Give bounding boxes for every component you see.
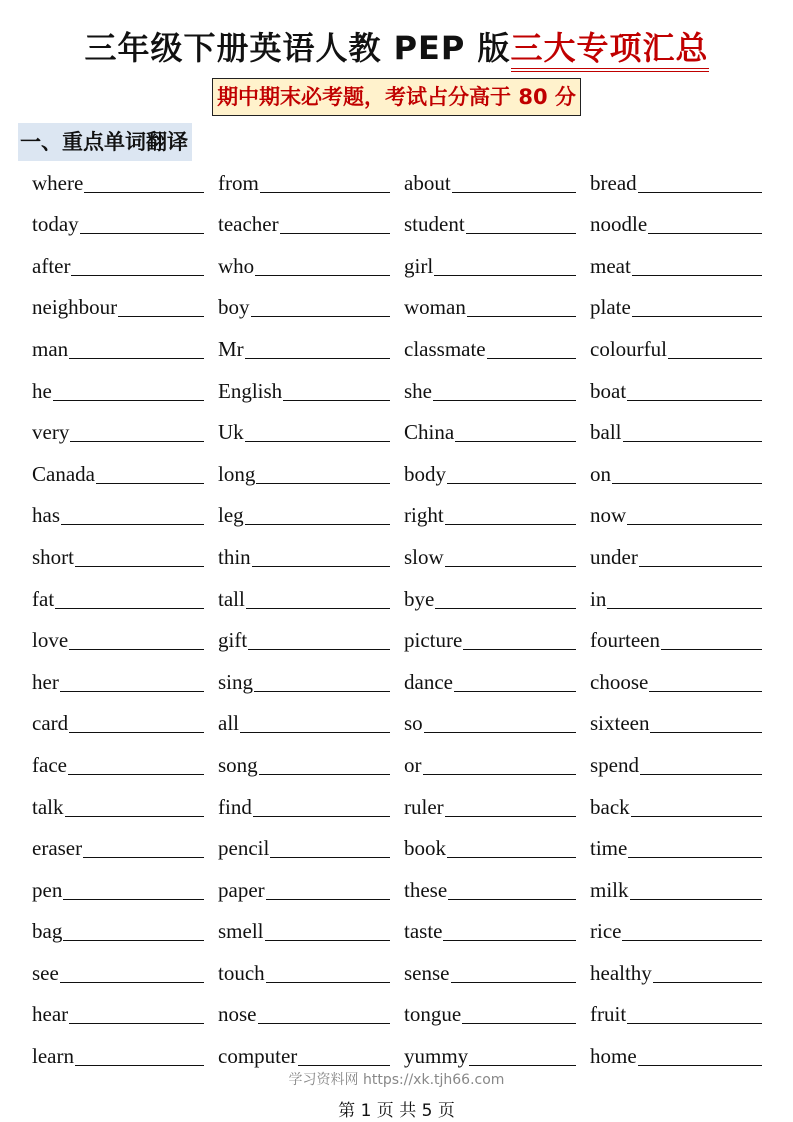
answer-blank-line[interactable] bbox=[80, 232, 204, 234]
word-text: meat bbox=[590, 253, 631, 278]
answer-blank-line[interactable] bbox=[240, 731, 390, 733]
word-item bbox=[32, 699, 204, 741]
word-item bbox=[218, 699, 390, 741]
answer-blank-line[interactable] bbox=[252, 565, 390, 567]
answer-blank-line[interactable] bbox=[627, 1022, 762, 1024]
word-item bbox=[32, 907, 204, 949]
word-text: student bbox=[404, 212, 465, 237]
word-text: taste bbox=[404, 919, 443, 944]
answer-blank-line[interactable] bbox=[447, 482, 576, 484]
word-text: on bbox=[590, 461, 611, 486]
answer-blank-line[interactable] bbox=[69, 648, 204, 650]
word-item bbox=[404, 990, 576, 1032]
word-item bbox=[590, 241, 762, 283]
word-text: so bbox=[404, 711, 423, 736]
word-item bbox=[590, 324, 762, 366]
document-title bbox=[0, 26, 793, 70]
answer-blank-line[interactable] bbox=[260, 191, 390, 193]
word-text: touch bbox=[218, 960, 265, 985]
word-item bbox=[32, 1031, 204, 1073]
word-item bbox=[218, 616, 390, 658]
word-item bbox=[218, 200, 390, 242]
word-item bbox=[218, 865, 390, 907]
answer-blank-line[interactable] bbox=[623, 440, 763, 442]
answer-blank-line[interactable] bbox=[632, 315, 762, 317]
word-item bbox=[32, 574, 204, 616]
word-text: slow bbox=[404, 544, 444, 569]
word-text: plate bbox=[590, 295, 631, 320]
word-text: back bbox=[590, 794, 630, 819]
answer-blank-line[interactable] bbox=[248, 648, 390, 650]
word-text: short bbox=[32, 544, 74, 569]
word-item bbox=[32, 657, 204, 699]
word-item bbox=[590, 449, 762, 491]
word-text: she bbox=[404, 378, 432, 403]
word-item bbox=[590, 532, 762, 574]
word-text: colourful bbox=[590, 336, 667, 361]
answer-blank-line[interactable] bbox=[245, 523, 390, 525]
answer-blank-line[interactable] bbox=[251, 315, 391, 317]
answer-blank-line[interactable] bbox=[68, 773, 204, 775]
word-item bbox=[218, 408, 390, 450]
answer-blank-line[interactable] bbox=[607, 607, 762, 609]
answer-blank-line[interactable] bbox=[445, 565, 576, 567]
word-text: talk bbox=[32, 794, 64, 819]
word-item bbox=[590, 158, 762, 200]
word-item bbox=[404, 907, 576, 949]
word-text: leg bbox=[218, 503, 244, 528]
word-item bbox=[404, 1031, 576, 1073]
word-text: Uk bbox=[218, 420, 244, 445]
word-item bbox=[218, 491, 390, 533]
answer-blank-line[interactable] bbox=[259, 773, 390, 775]
title-highlight: 三大专项汇总 bbox=[511, 29, 709, 72]
word-text: about bbox=[404, 170, 451, 195]
answer-blank-line[interactable] bbox=[424, 731, 576, 733]
word-text: fourteen bbox=[590, 628, 660, 653]
word-text: very bbox=[32, 420, 70, 445]
word-item bbox=[404, 948, 576, 990]
answer-blank-line[interactable] bbox=[632, 274, 762, 276]
answer-blank-line[interactable] bbox=[452, 191, 576, 193]
word-item bbox=[218, 782, 390, 824]
word-text: sixteen bbox=[590, 711, 650, 736]
word-text: bread bbox=[590, 170, 637, 195]
word-text: paper bbox=[218, 877, 265, 902]
word-item bbox=[218, 241, 390, 283]
answer-blank-line[interactable] bbox=[445, 815, 576, 817]
answer-blank-line[interactable] bbox=[61, 523, 204, 525]
word-item bbox=[590, 990, 762, 1032]
word-item bbox=[32, 491, 204, 533]
word-text: all bbox=[218, 711, 239, 736]
word-text: under bbox=[590, 544, 638, 569]
word-item bbox=[404, 740, 576, 782]
word-text: woman bbox=[404, 295, 466, 320]
answer-blank-line[interactable] bbox=[627, 523, 762, 525]
word-item bbox=[404, 366, 576, 408]
word-item bbox=[404, 657, 576, 699]
answer-blank-line[interactable] bbox=[653, 981, 762, 983]
word-text: bye bbox=[404, 586, 435, 611]
word-text: time bbox=[590, 836, 628, 861]
word-text: China bbox=[404, 420, 455, 445]
answer-blank-line[interactable] bbox=[463, 648, 576, 650]
word-text: ruler bbox=[404, 794, 444, 819]
word-item bbox=[404, 699, 576, 741]
answer-blank-line[interactable] bbox=[83, 856, 204, 858]
word-text: sense bbox=[404, 960, 450, 985]
word-item bbox=[32, 366, 204, 408]
word-item bbox=[590, 824, 762, 866]
answer-blank-line[interactable] bbox=[487, 357, 576, 359]
word-text: computer bbox=[218, 1044, 298, 1069]
word-text: fat bbox=[32, 586, 55, 611]
answer-blank-line[interactable] bbox=[69, 357, 204, 359]
answer-blank-line[interactable] bbox=[69, 1022, 204, 1024]
answer-blank-line[interactable] bbox=[612, 482, 762, 484]
answer-blank-line[interactable] bbox=[433, 399, 576, 401]
word-text: milk bbox=[590, 877, 629, 902]
word-item bbox=[32, 824, 204, 866]
word-text: choose bbox=[590, 669, 649, 694]
answer-blank-line[interactable] bbox=[661, 648, 762, 650]
answer-blank-line[interactable] bbox=[628, 856, 762, 858]
answer-blank-line[interactable] bbox=[443, 939, 576, 941]
word-item bbox=[404, 283, 576, 325]
word-text: eraser bbox=[32, 836, 83, 861]
answer-blank-line[interactable] bbox=[423, 773, 577, 775]
word-text: from bbox=[218, 170, 259, 195]
answer-blank-line[interactable] bbox=[118, 315, 204, 317]
word-item bbox=[218, 907, 390, 949]
word-item bbox=[32, 283, 204, 325]
word-item bbox=[218, 657, 390, 699]
word-item bbox=[590, 865, 762, 907]
word-text: has bbox=[32, 503, 60, 528]
word-text: Canada bbox=[32, 461, 95, 486]
answer-blank-line[interactable] bbox=[631, 815, 762, 817]
word-text: where bbox=[32, 170, 84, 195]
answer-blank-line[interactable] bbox=[467, 315, 576, 317]
word-text: sing bbox=[218, 669, 254, 694]
word-item bbox=[218, 532, 390, 574]
answer-blank-line[interactable] bbox=[627, 399, 762, 401]
word-text: smell bbox=[218, 919, 264, 944]
word-item bbox=[32, 740, 204, 782]
word-item bbox=[590, 948, 762, 990]
answer-blank-line[interactable] bbox=[254, 690, 390, 692]
word-item bbox=[590, 616, 762, 658]
word-text: ball bbox=[590, 420, 622, 445]
word-item bbox=[32, 782, 204, 824]
word-item bbox=[404, 491, 576, 533]
word-item bbox=[590, 740, 762, 782]
word-text: nose bbox=[218, 1002, 257, 1027]
word-item bbox=[32, 241, 204, 283]
answer-blank-line[interactable] bbox=[265, 939, 391, 941]
answer-blank-line[interactable] bbox=[258, 1022, 391, 1024]
word-item bbox=[218, 574, 390, 616]
answer-blank-line[interactable] bbox=[639, 565, 762, 567]
word-item bbox=[32, 865, 204, 907]
answer-blank-line[interactable] bbox=[84, 191, 204, 193]
word-item bbox=[590, 657, 762, 699]
word-text: Mr bbox=[218, 336, 244, 361]
word-text: man bbox=[32, 336, 69, 361]
word-item bbox=[218, 283, 390, 325]
word-text: healthy bbox=[590, 960, 652, 985]
answer-blank-line[interactable] bbox=[434, 274, 576, 276]
answer-blank-line[interactable] bbox=[650, 731, 762, 733]
word-item bbox=[218, 990, 390, 1032]
word-item bbox=[404, 241, 576, 283]
word-item bbox=[32, 324, 204, 366]
answer-blank-line[interactable] bbox=[283, 399, 390, 401]
word-item bbox=[590, 366, 762, 408]
word-item bbox=[404, 408, 576, 450]
answer-blank-line[interactable] bbox=[70, 440, 204, 442]
word-item bbox=[404, 782, 576, 824]
word-item bbox=[218, 366, 390, 408]
word-text: pen bbox=[32, 877, 63, 902]
word-text: right bbox=[404, 503, 444, 528]
word-item bbox=[590, 574, 762, 616]
word-item bbox=[590, 491, 762, 533]
word-item bbox=[590, 1031, 762, 1073]
word-text: bag bbox=[32, 919, 63, 944]
answer-blank-line[interactable] bbox=[255, 274, 390, 276]
word-text: thin bbox=[218, 544, 251, 569]
word-item bbox=[590, 200, 762, 242]
answer-blank-line[interactable] bbox=[640, 773, 762, 775]
answer-blank-line[interactable] bbox=[469, 1064, 576, 1066]
word-item bbox=[218, 948, 390, 990]
word-text: learn bbox=[32, 1044, 74, 1069]
word-item bbox=[590, 782, 762, 824]
answer-blank-line[interactable] bbox=[245, 440, 390, 442]
subtitle-wrapper bbox=[0, 78, 793, 116]
word-text: he bbox=[32, 378, 52, 403]
word-text: classmate bbox=[404, 336, 486, 361]
answer-blank-line[interactable] bbox=[298, 1064, 390, 1066]
title-main: 三年级下册英语人教 PEP 版 bbox=[84, 29, 511, 67]
word-text: gift bbox=[218, 628, 248, 653]
word-item bbox=[218, 449, 390, 491]
word-item bbox=[32, 408, 204, 450]
word-grid bbox=[32, 158, 762, 1073]
answer-blank-line[interactable] bbox=[466, 232, 576, 234]
word-item bbox=[404, 616, 576, 658]
word-text: tall bbox=[218, 586, 245, 611]
word-text: in bbox=[590, 586, 607, 611]
answer-blank-line[interactable] bbox=[280, 232, 390, 234]
word-text: these bbox=[404, 877, 448, 902]
word-text: boat bbox=[590, 378, 627, 403]
answer-blank-line[interactable] bbox=[448, 898, 576, 900]
word-text: dance bbox=[404, 669, 453, 694]
word-item bbox=[218, 824, 390, 866]
answer-blank-line[interactable] bbox=[71, 274, 204, 276]
word-text: card bbox=[32, 711, 69, 736]
answer-blank-line[interactable] bbox=[270, 856, 390, 858]
word-text: pencil bbox=[218, 836, 270, 861]
word-text: hear bbox=[32, 1002, 69, 1027]
word-item bbox=[404, 158, 576, 200]
word-text: who bbox=[218, 253, 255, 278]
answer-blank-line[interactable] bbox=[622, 939, 762, 941]
answer-blank-line[interactable] bbox=[630, 898, 762, 900]
answer-blank-line[interactable] bbox=[455, 440, 576, 442]
word-text: book bbox=[404, 836, 446, 861]
answer-blank-line[interactable] bbox=[53, 399, 204, 401]
answer-blank-line[interactable] bbox=[649, 690, 762, 692]
word-item bbox=[590, 907, 762, 949]
word-text: home bbox=[590, 1044, 637, 1069]
word-item bbox=[218, 740, 390, 782]
word-item bbox=[218, 324, 390, 366]
word-item bbox=[218, 158, 390, 200]
word-text: see bbox=[32, 960, 59, 985]
answer-blank-line[interactable] bbox=[253, 815, 390, 817]
word-item bbox=[32, 990, 204, 1032]
answer-blank-line[interactable] bbox=[451, 981, 577, 983]
answer-blank-line[interactable] bbox=[266, 898, 390, 900]
answer-blank-line[interactable] bbox=[638, 191, 762, 193]
word-text: love bbox=[32, 628, 69, 653]
word-text: find bbox=[218, 794, 252, 819]
word-text: now bbox=[590, 503, 627, 528]
footer-site-url: 学习资料网 https://xk.tjh66.com bbox=[288, 1072, 505, 1088]
word-item bbox=[32, 532, 204, 574]
word-text: spend bbox=[590, 752, 639, 777]
word-item bbox=[404, 865, 576, 907]
word-item bbox=[404, 532, 576, 574]
word-item bbox=[404, 574, 576, 616]
answer-blank-line[interactable] bbox=[648, 232, 762, 234]
word-text: yummy bbox=[404, 1044, 469, 1069]
word-item bbox=[404, 200, 576, 242]
word-text: English bbox=[218, 378, 283, 403]
word-text: neighbour bbox=[32, 295, 118, 320]
word-text: picture bbox=[404, 628, 463, 653]
word-item bbox=[590, 699, 762, 741]
word-item bbox=[218, 1031, 390, 1073]
answer-blank-line[interactable] bbox=[435, 607, 576, 609]
answer-blank-line[interactable] bbox=[69, 731, 204, 733]
answer-blank-line[interactable] bbox=[245, 357, 390, 359]
answer-blank-line[interactable] bbox=[75, 565, 204, 567]
word-text: today bbox=[32, 212, 79, 237]
word-item bbox=[404, 324, 576, 366]
answer-blank-line[interactable] bbox=[447, 856, 576, 858]
answer-blank-line[interactable] bbox=[462, 1022, 576, 1024]
answer-blank-line[interactable] bbox=[60, 981, 204, 983]
answer-blank-line[interactable] bbox=[75, 1064, 204, 1066]
answer-blank-line[interactable] bbox=[668, 357, 762, 359]
answer-blank-line[interactable] bbox=[266, 981, 390, 983]
word-item bbox=[32, 158, 204, 200]
word-item bbox=[590, 283, 762, 325]
answer-blank-line[interactable] bbox=[63, 939, 204, 941]
word-text: long bbox=[218, 461, 256, 486]
answer-blank-line[interactable] bbox=[638, 1064, 762, 1066]
answer-blank-line[interactable] bbox=[256, 482, 390, 484]
answer-blank-line[interactable] bbox=[96, 482, 204, 484]
word-text: rice bbox=[590, 919, 622, 944]
answer-blank-line[interactable] bbox=[65, 815, 205, 817]
word-text: after bbox=[32, 253, 71, 278]
word-text: tongue bbox=[404, 1002, 462, 1027]
footer-page-number: 第 1 页 共 5 页 bbox=[338, 1101, 455, 1121]
word-text: teacher bbox=[218, 212, 279, 237]
section-heading: 一、重点单词翻译 bbox=[18, 123, 192, 161]
word-item bbox=[32, 948, 204, 990]
answer-blank-line[interactable] bbox=[246, 607, 390, 609]
word-item bbox=[32, 200, 204, 242]
word-text: or bbox=[404, 752, 422, 777]
word-item bbox=[32, 449, 204, 491]
subtitle-banner: 期中期末必考题，考试占分高于 80 分 bbox=[212, 78, 581, 116]
word-item bbox=[404, 824, 576, 866]
word-text: body bbox=[404, 461, 446, 486]
word-text: girl bbox=[404, 253, 434, 278]
word-item bbox=[32, 616, 204, 658]
word-item bbox=[590, 408, 762, 450]
answer-blank-line[interactable] bbox=[445, 523, 576, 525]
answer-blank-line[interactable] bbox=[63, 898, 204, 900]
word-text: face bbox=[32, 752, 67, 777]
word-text: noodle bbox=[590, 212, 648, 237]
word-item bbox=[404, 449, 576, 491]
answer-blank-line[interactable] bbox=[60, 690, 204, 692]
word-text: her bbox=[32, 669, 59, 694]
word-text: song bbox=[218, 752, 258, 777]
word-text: fruit bbox=[590, 1002, 627, 1027]
answer-blank-line[interactable] bbox=[55, 607, 204, 609]
answer-blank-line[interactable] bbox=[454, 690, 576, 692]
word-text: boy bbox=[218, 295, 250, 320]
